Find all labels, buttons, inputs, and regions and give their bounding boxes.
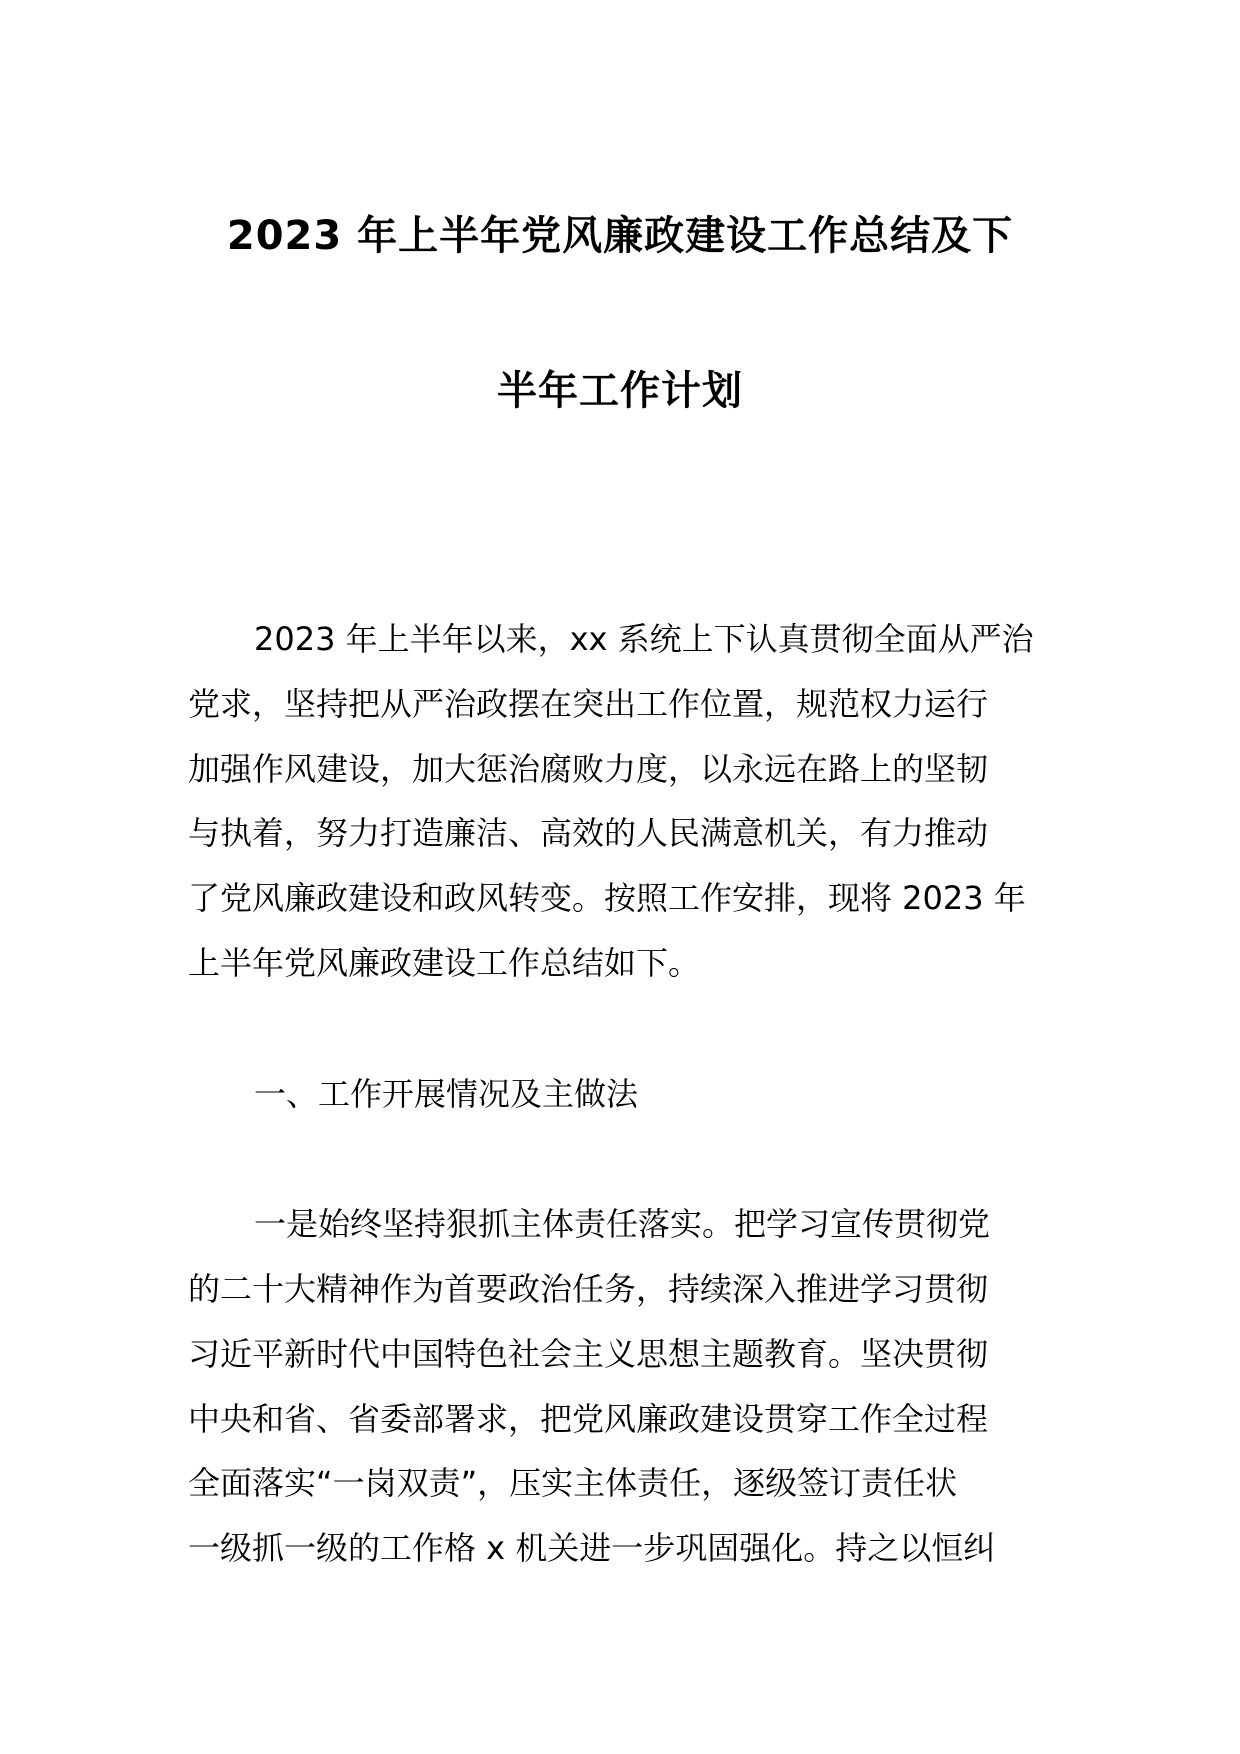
section-heading: 一、工作开展情况及主做法: [254, 1075, 639, 1113]
intro-paragraph-line: 2023 年上半年以来，xx 系统上下认真贯彻全面从严治: [254, 620, 1034, 658]
intro-paragraph-line: 党求，坚持把从严治政摆在突出工作位置，规范权力运行: [188, 685, 989, 723]
document-title-line-1: 2023 年上半年党风廉政建设工作总结及下: [226, 213, 1014, 259]
body-paragraph-line: 习近平新时代中国特色社会主义思想主题教育。坚决贯彻: [188, 1335, 989, 1373]
body-paragraph-line: 一是始终坚持狠抓主体责任落实。把学习宣传贯彻党: [254, 1205, 991, 1243]
intro-paragraph-line: 上半年党风廉政建设工作总结如下。: [188, 944, 701, 982]
intro-paragraph-line: 与执着，努力打造廉洁、高效的人民满意机关，有力推动: [188, 814, 989, 852]
body-paragraph-line: 全面落实“一岗双责”，压实主体责任，逐级签订责任状: [188, 1464, 958, 1502]
body-paragraph-line: 一级抓一级的工作格 x 机关进一步巩固强化。持之以恒纠: [188, 1529, 996, 1567]
body-paragraph-line: 中央和省、省委部署求，把党风廉政建设贯穿工作全过程: [188, 1400, 989, 1438]
document-title-line-2: 半年工作计划: [497, 368, 743, 414]
body-paragraph-line: 的二十大精神作为首要政治任务，持续深入推进学习贯彻: [188, 1270, 989, 1308]
intro-paragraph-line: 加强作风建设，加大惩治腐败力度，以永远在路上的坚韧: [188, 750, 989, 788]
intro-paragraph-line: 了党风廉政建设和政风转变。按照工作安排，现将 2023 年: [188, 879, 1026, 917]
